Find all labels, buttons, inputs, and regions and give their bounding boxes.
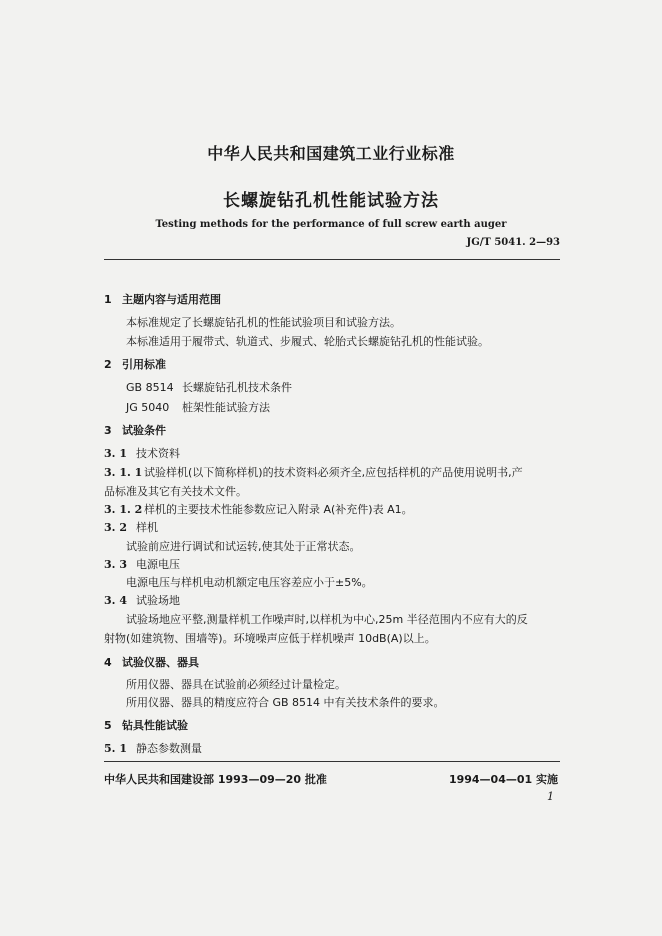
paragraph: 试验场地应平整,测量样机工作噪声时,以样机为中心,25m 半径范围内不应有大的反 bbox=[126, 613, 528, 626]
clause-number: 3. 1. 1 bbox=[104, 466, 143, 479]
section-4-heading bbox=[104, 654, 199, 670]
section-number: 2 bbox=[104, 358, 112, 371]
subsection-title: 技术资料 bbox=[136, 447, 180, 460]
subsection-3-3 bbox=[104, 556, 180, 572]
clause-number: 3. 1. 2 bbox=[104, 503, 143, 516]
subsection-number: 3. 1 bbox=[104, 447, 127, 460]
reference-title: 桩架性能试验方法 bbox=[182, 401, 270, 414]
footer-divider bbox=[104, 761, 560, 762]
subsection-3-4 bbox=[104, 592, 180, 608]
subsection-number: 3. 2 bbox=[104, 521, 127, 534]
paragraph: 本标准规定了长螺旋钻孔机的性能试验项目和试验方法。 bbox=[126, 316, 401, 329]
subsection-number: 3. 4 bbox=[104, 594, 127, 607]
section-title: 试验仪器、器具 bbox=[122, 656, 199, 669]
clause-3-1-1 bbox=[104, 464, 523, 480]
subsection-title: 静态参数测量 bbox=[136, 742, 202, 755]
section-number: 4 bbox=[104, 656, 112, 669]
reference-item bbox=[126, 379, 292, 395]
section-number: 1 bbox=[104, 293, 112, 306]
reference-code: JG 5040 bbox=[126, 401, 170, 414]
section-title: 钻具性能试验 bbox=[122, 719, 188, 732]
effective-date: 1994—04—01 实施 bbox=[448, 773, 558, 786]
subsection-number: 3. 3 bbox=[104, 558, 127, 571]
section-1-heading bbox=[104, 291, 221, 307]
section-title: 试验条件 bbox=[122, 424, 166, 437]
standard-category: 中华人民共和国建筑工业行业标准 bbox=[207, 144, 455, 163]
reference-code: GB 8514 bbox=[126, 381, 174, 394]
english-title: Testing methods for the performance of full screw earth auger bbox=[155, 219, 507, 230]
reference-title: 长螺旋钻孔机技术条件 bbox=[182, 381, 292, 394]
subsection-3-1 bbox=[104, 445, 180, 461]
subsection-title: 电源电压 bbox=[136, 558, 180, 571]
paragraph: 所用仪器、器具在试验前必须经过计量检定。 bbox=[126, 678, 346, 691]
subsection-number: 5. 1 bbox=[104, 742, 127, 755]
clause-text: 样机的主要技术性能参数应记入附录 A(补充件)表 A1。 bbox=[144, 503, 413, 516]
paragraph-continued: 射物(如建筑物、围墙等)。环境噪声应低于样机噪声 10dB(A)以上。 bbox=[104, 632, 436, 645]
approval-line: 中华人民共和国建设部 1993—09—20 批准 bbox=[104, 773, 327, 786]
subsection-3-2 bbox=[104, 519, 158, 535]
paragraph: 电源电压与样机电动机额定电压容差应小于±5%。 bbox=[126, 576, 373, 589]
paragraph: 试验前应进行调试和试运转,使其处于正常状态。 bbox=[126, 540, 361, 553]
standard-code: JG/T 5041. 2—93 bbox=[466, 237, 560, 248]
clause-text-continued: 品标准及其它有关技术文件。 bbox=[104, 485, 247, 498]
subsection-title: 试验场地 bbox=[136, 594, 180, 607]
page-number: 1 bbox=[547, 790, 554, 803]
paragraph: 所用仪器、器具的精度应符合 GB 8514 中有关技术条件的要求。 bbox=[126, 696, 445, 709]
reference-item bbox=[126, 399, 270, 415]
header-divider bbox=[104, 259, 560, 260]
paragraph: 本标准适用于履带式、轨道式、步履式、轮胎式长螺旋钻孔机的性能试验。 bbox=[126, 335, 489, 348]
clause-text: 试验样机(以下简称样机)的技术资料必须齐全,应包括样机的产品使用说明书,产 bbox=[144, 466, 523, 479]
subsection-title: 样机 bbox=[136, 521, 158, 534]
clause-3-1-2 bbox=[104, 501, 413, 517]
document-title: 长螺旋钻孔机性能试验方法 bbox=[223, 191, 439, 211]
subsection-5-1 bbox=[104, 740, 202, 756]
section-3-heading bbox=[104, 422, 166, 438]
section-title: 主题内容与适用范围 bbox=[122, 293, 221, 306]
section-number: 5 bbox=[104, 719, 112, 732]
section-2-heading bbox=[104, 356, 166, 372]
section-title: 引用标准 bbox=[122, 358, 166, 371]
section-number: 3 bbox=[104, 424, 112, 437]
section-5-heading bbox=[104, 717, 188, 733]
